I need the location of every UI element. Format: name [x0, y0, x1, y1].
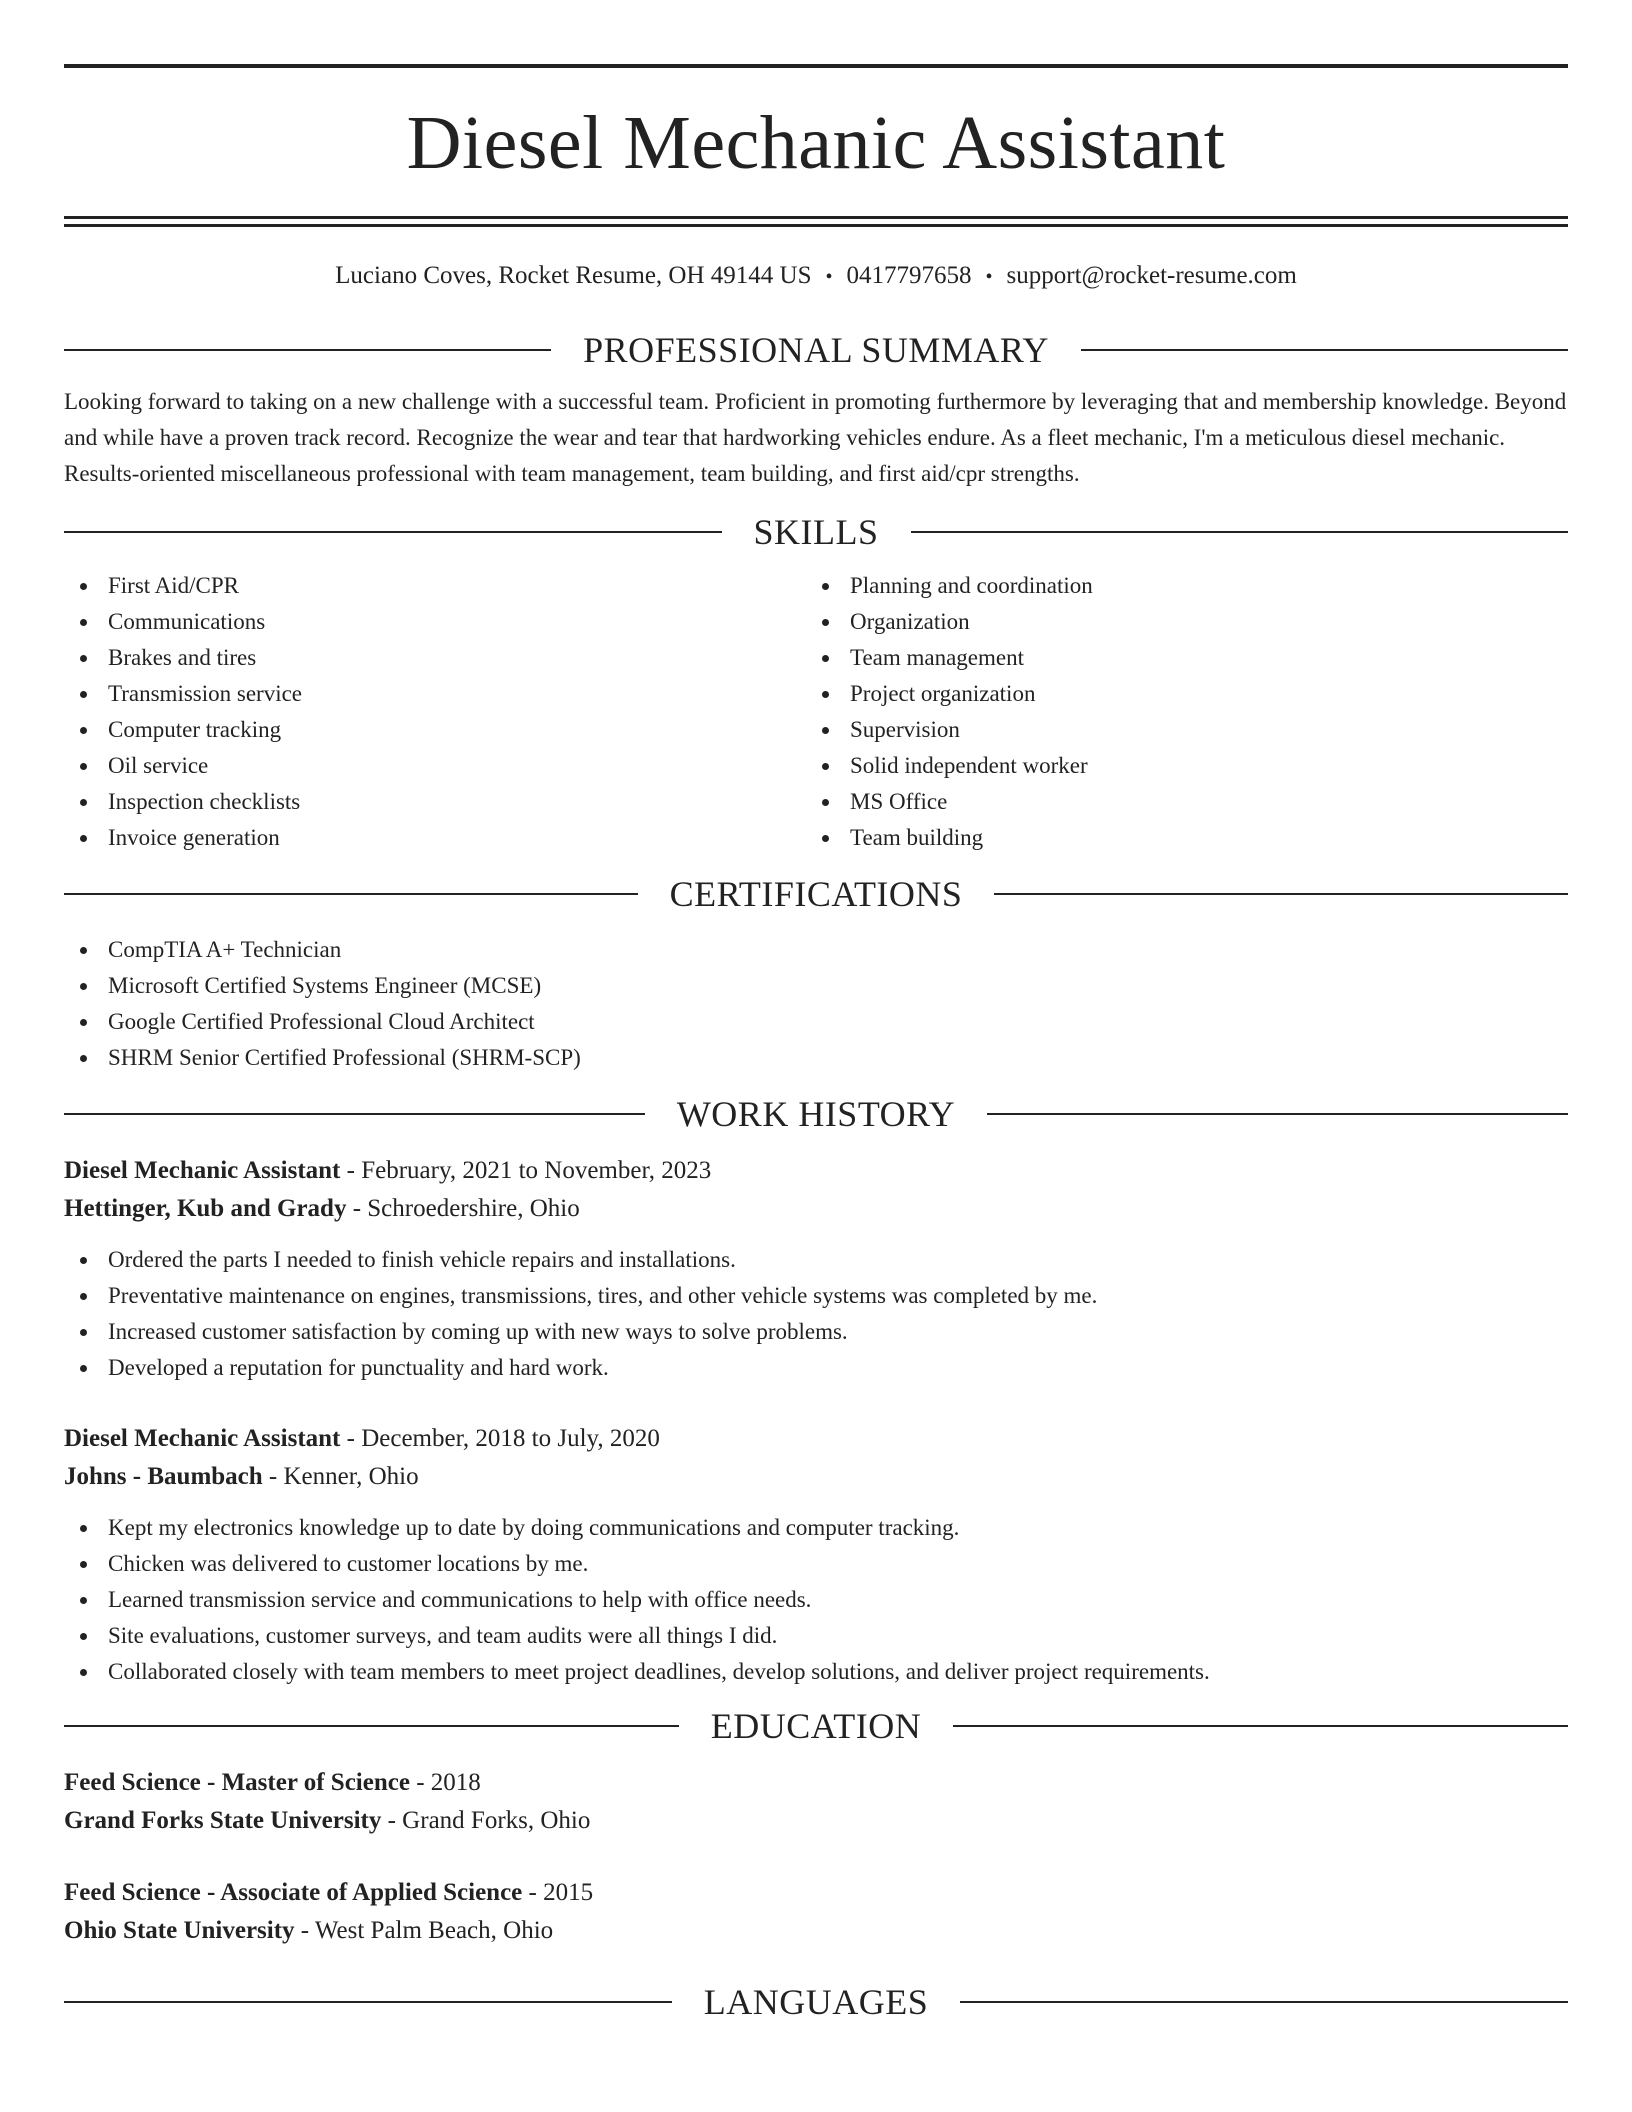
skill-item: Invoice generation [64, 820, 806, 856]
job-entry [64, 1420, 1568, 1690]
certifications-heading [64, 872, 1568, 916]
work-history-heading [64, 1092, 1568, 1136]
job-dates: - December, 2018 to July, 2020 [340, 1425, 660, 1452]
certification-item: SHRM Senior Certified Professional (SHRM-SCP) [64, 1040, 1568, 1076]
certifications-list [64, 932, 1568, 1076]
divider-line [953, 1725, 1568, 1727]
education-school-line [64, 1802, 1568, 1840]
job-bullet-list [64, 1510, 1568, 1690]
contact-phone: 0417797658 [846, 262, 972, 289]
resume-page [64, 64, 1568, 2024]
job-entry [64, 1152, 1568, 1386]
job-company-line [64, 1458, 1568, 1496]
languages-heading [64, 1980, 1568, 2024]
divider-line [64, 2001, 672, 2003]
skill-item: MS Office [806, 784, 1548, 820]
skills-heading [64, 510, 1568, 554]
education-degree-line [64, 1874, 1568, 1912]
work-history-title: WORK HISTORY [676, 1094, 956, 1134]
skills-title: SKILLS [753, 512, 879, 552]
summary-text: Looking forward to taking on a new challenge with a successful team. Proficient in promoting furthermore by leveraging that and membership knowledge. Beyond and while have a proven track record. Recognize the wear and tear that hardworking vehicles endure. As a fleet mechanic, I'm a meticulous diesel mechanic. Results-oriented miscellaneous professional with team management, team building, and first aid/cpr strengths. [64, 389, 1567, 486]
skill-item: Organization [806, 604, 1548, 640]
top-rule [64, 64, 1568, 68]
job-dates: - February, 2021 to November, 2023 [340, 1157, 712, 1184]
education-degree: Feed Science - Associate of Applied Science [64, 1879, 523, 1906]
education-year: - 2018 [409, 1769, 481, 1796]
job-location: - Schroedershire, Ohio [346, 1195, 580, 1222]
education-heading [64, 1704, 1568, 1748]
education-school-line [64, 1912, 1568, 1950]
certification-item: CompTIA A+ Technician [64, 932, 1568, 968]
certification-item: Google Certified Professional Cloud Architect [64, 1004, 1568, 1040]
contact-separator: • [985, 266, 993, 288]
skill-item: Communications [64, 604, 806, 640]
skill-item: Brakes and tires [64, 640, 806, 676]
skill-item: Computer tracking [64, 712, 806, 748]
divider-line [1081, 349, 1568, 351]
skill-item: Transmission service [64, 676, 806, 712]
job-bullet-list [64, 1242, 1568, 1386]
skill-item: Team building [806, 820, 1548, 856]
education-degree-line [64, 1764, 1568, 1802]
divider-line [987, 1113, 1568, 1115]
skill-item: Inspection checklists [64, 784, 806, 820]
job-title-line [64, 1420, 1568, 1458]
divider-line [994, 893, 1568, 895]
job-company: Johns - Baumbach [64, 1463, 263, 1490]
skill-item: Solid independent worker [806, 748, 1548, 784]
job-bullet: Preventative maintenance on engines, transmissions, tires, and other vehicle systems was completed by me. [64, 1278, 1568, 1314]
divider-line [64, 893, 638, 895]
contact-email: support@rocket-resume.com [1006, 262, 1297, 289]
job-bullet: Site evaluations, customer surveys, and team audits were all things I did. [64, 1618, 1568, 1654]
contact-line [64, 261, 1568, 292]
certification-item: Microsoft Certified Systems Engineer (MCSE) [64, 968, 1568, 1004]
divider-line [960, 2001, 1568, 2003]
job-company-line [64, 1190, 1568, 1228]
job-company: Hettinger, Kub and Grady [64, 1195, 347, 1222]
skill-item: First Aid/CPR [64, 568, 806, 604]
divider-line [911, 531, 1569, 533]
job-role: Diesel Mechanic Assistant [64, 1157, 341, 1184]
resume-name: Diesel Mechanic Assistant [406, 101, 1226, 185]
education-location: - West Palm Beach, Ohio [294, 1917, 554, 1944]
skill-item: Supervision [806, 712, 1548, 748]
job-bullet: Developed a reputation for punctuality and hard work. [64, 1350, 1568, 1386]
job-bullet: Ordered the parts I needed to finish vehicle repairs and installations. [64, 1242, 1568, 1278]
job-bullet: Chicken was delivered to customer locations by me. [64, 1546, 1568, 1582]
skills-column-left [64, 568, 806, 856]
education-location: - Grand Forks, Ohio [381, 1807, 591, 1834]
contact-address: Luciano Coves, Rocket Resume, OH 49144 US [335, 262, 812, 289]
education-entry [64, 1874, 1568, 1950]
languages-title: LANGUAGES [703, 1982, 929, 2022]
education-entry [64, 1764, 1568, 1840]
divider-line [64, 349, 551, 351]
job-location: - Kenner, Ohio [262, 1463, 419, 1490]
divider-line [64, 1113, 645, 1115]
job-bullet: Kept my electronics knowledge up to date by doing communications and computer tracking. [64, 1510, 1568, 1546]
job-title-line [64, 1152, 1568, 1190]
skill-item: Project organization [806, 676, 1548, 712]
divider-line [64, 1725, 679, 1727]
skill-item: Oil service [64, 748, 806, 784]
divider-line [64, 531, 722, 533]
education-school: Ohio State University [64, 1917, 295, 1944]
education-year: - 2015 [522, 1879, 594, 1906]
certifications-title: CERTIFICATIONS [669, 874, 963, 914]
contact-separator: • [825, 266, 833, 288]
header-double-rule [64, 216, 1568, 227]
skills-column-right [806, 568, 1548, 856]
job-bullet: Increased customer satisfaction by coming up with new ways to solve problems. [64, 1314, 1568, 1350]
skill-item: Planning and coordination [806, 568, 1548, 604]
summary-heading [64, 328, 1568, 372]
job-bullet: Learned transmission service and communications to help with office needs. [64, 1582, 1568, 1618]
education-title: EDUCATION [710, 1706, 922, 1746]
job-bullet: Collaborated closely with team members to meet project deadlines, develop solutions, and deliver project requirements. [64, 1654, 1568, 1690]
skill-item: Team management [806, 640, 1548, 676]
summary-title: PROFESSIONAL SUMMARY [583, 330, 1049, 370]
job-role: Diesel Mechanic Assistant [64, 1425, 341, 1452]
education-school: Grand Forks State University [64, 1807, 382, 1834]
skills-list [64, 568, 1568, 856]
education-degree: Feed Science - Master of Science [64, 1769, 410, 1796]
